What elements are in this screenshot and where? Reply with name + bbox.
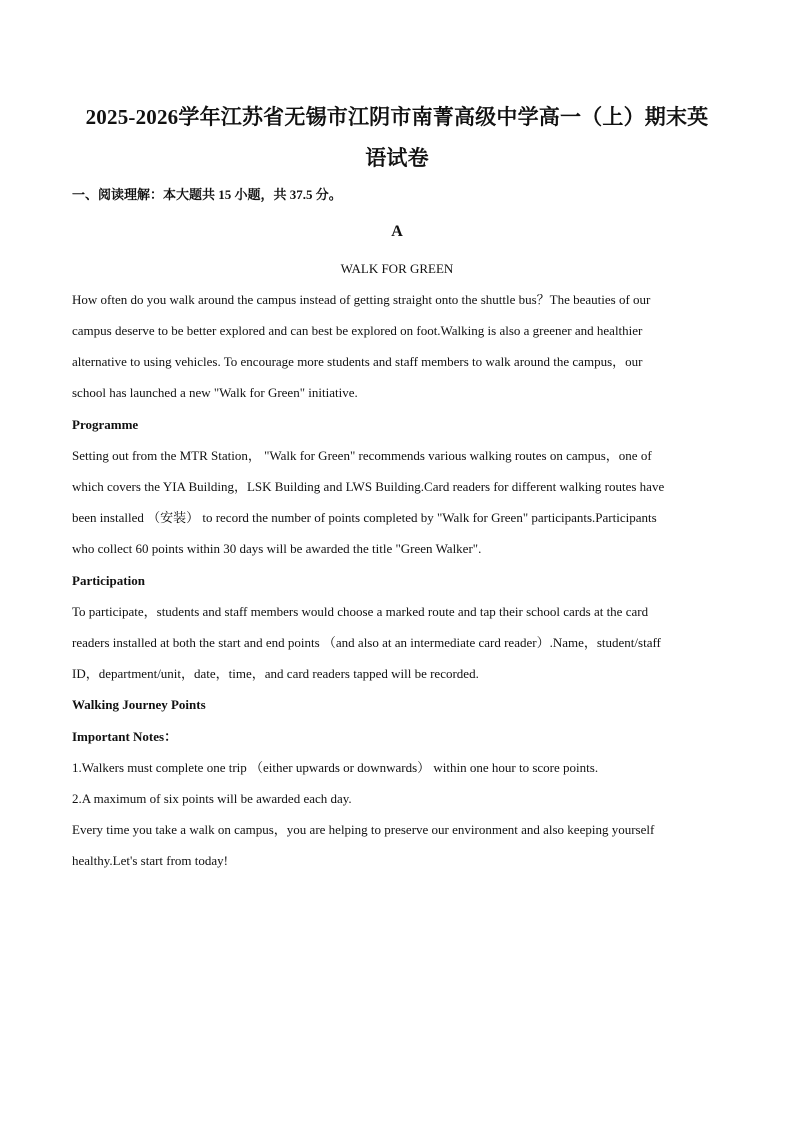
important-notes-heading: Important Notes： bbox=[72, 729, 178, 744]
section-heading: 一、阅读理解：本大题共 15 小题，共 37.5 分。 bbox=[72, 187, 342, 202]
participation-line: readers installed at both the start and end points （and also at an intermediate card reader）.Name，student/staff bbox=[72, 635, 661, 650]
participation-line: ID，department/unit，date，time，and card readers tapped will be recorded. bbox=[72, 666, 479, 681]
passage-part-letter: A bbox=[391, 223, 403, 240]
programme-line: who collect 60 points within 30 days will be awarded the title "Green Walker". bbox=[72, 541, 482, 556]
participation-line: To participate，students and staff members would choose a marked route and tap their school cards at the card bbox=[72, 604, 649, 619]
walking-journey-points-heading: Walking Journey Points bbox=[72, 697, 206, 712]
programme-heading: Programme bbox=[72, 417, 139, 432]
closing-line: Every time you take a walk on campus，you are helping to preserve our environment and also keeping yourself bbox=[72, 822, 655, 837]
note-item: 2.A maximum of six points will be awarded each day. bbox=[72, 791, 352, 806]
intro-line: How often do you walk around the campus instead of getting straight onto the shuttle bus？The beauties of our bbox=[72, 292, 651, 307]
closing-line: healthy.Let's start from today! bbox=[72, 853, 229, 868]
intro-line: alternative to using vehicles. To encourage more students and staff members to walk around the campus，our bbox=[72, 354, 643, 369]
participation-heading: Participation bbox=[72, 573, 145, 588]
programme-line: been installed （安装） to record the number of points completed by "Walk for Green" participants.Participants bbox=[72, 510, 657, 525]
exam-title-line-2: 语试卷 bbox=[365, 146, 429, 170]
programme-line: which covers the YIA Building，LSK Building and LWS Building.Card readers for different walking routes have bbox=[72, 479, 665, 494]
programme-line: Setting out from the MTR Station， "Walk for Green" recommends various walking routes on campus，one of bbox=[72, 448, 652, 463]
passage-title: WALK FOR GREEN bbox=[340, 261, 454, 276]
note-item: 1.Walkers must complete one trip （either upwards or downwards） within one hour to score points. bbox=[72, 760, 599, 775]
intro-line: campus deserve to be better explored and can best be explored on foot.Walking is also a greener and healthier bbox=[72, 323, 643, 338]
intro-line: school has launched a new "Walk for Green" initiative. bbox=[72, 385, 358, 400]
exam-title-line-1: 2025-2026学年江苏省无锡市江阴市南菁高级中学高一（上）期末英 bbox=[85, 105, 709, 129]
